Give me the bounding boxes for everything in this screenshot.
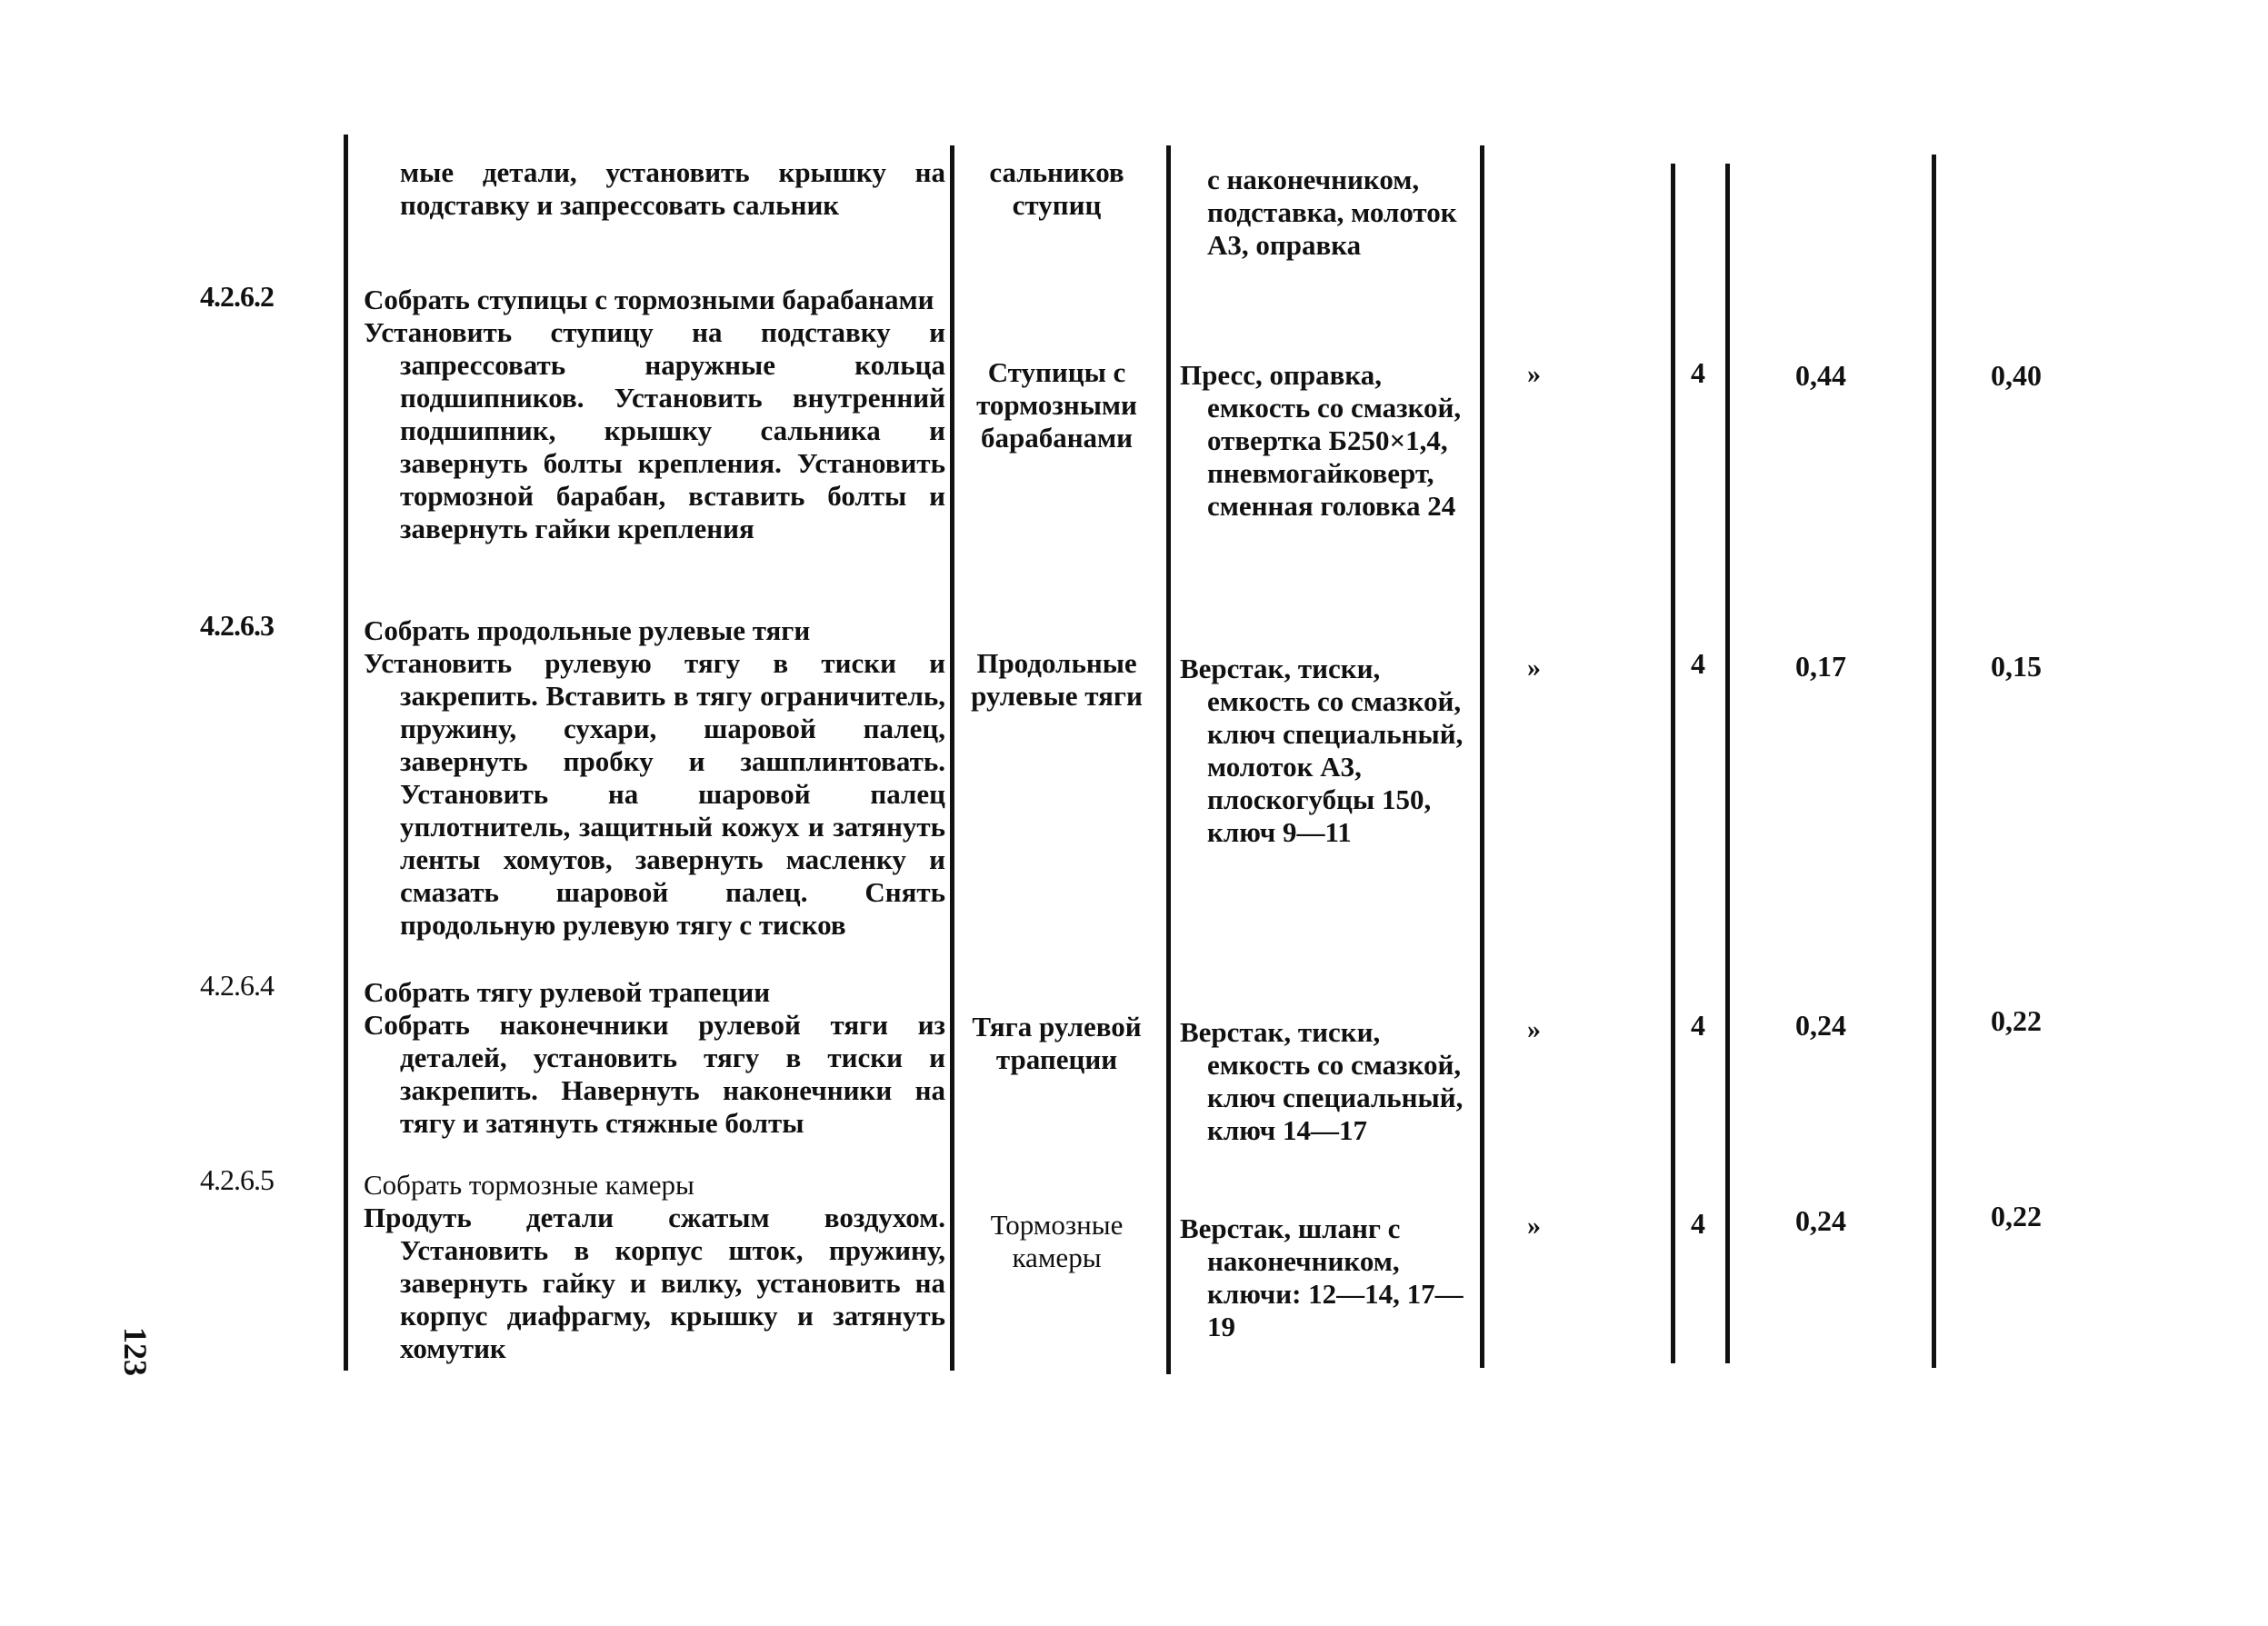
row-4-norm2: 0,22 — [1991, 1200, 2042, 1232]
column-rule-norm-mid — [1932, 155, 1936, 1368]
row-2-description — [364, 614, 945, 942]
row-2-tools-text: Верстак, тиски, емкость со смазкой, ключ специальный, молоток А3, плоскогубцы 150, ключ 9—11 — [1180, 653, 1464, 848]
column-rule-obj-right — [1166, 145, 1171, 1374]
row-1-tools — [1180, 359, 1471, 523]
row-4-title: Собрать тормозные камеры — [364, 1169, 694, 1201]
row-4-tools-text: Верстак, шланг с наконечником, ключи: 12—14, 17—19 — [1180, 1212, 1464, 1342]
row-3-tools — [1180, 1016, 1471, 1147]
page-number: 123 — [117, 1327, 154, 1376]
row-4-object: Тормозные камеры — [990, 1209, 1124, 1273]
row-3-tools-text: Верстак, тиски, емкость со смазкой, ключ специальный, ключ 14—17 — [1180, 1016, 1464, 1146]
row-1-title: Собрать ступицы с тормозными барабанами — [364, 284, 934, 315]
row-1-description — [364, 284, 945, 545]
row-3-number: 4.2.6.4 — [200, 969, 274, 1002]
column-rule-left — [344, 135, 348, 1371]
row-4-mark: » — [1527, 1211, 1541, 1241]
row-3-norm1: 0,24 — [1795, 1009, 1846, 1042]
row-4-number: 4.2.6.5 — [200, 1163, 274, 1196]
row-1-body: Установить ступицу на подставку и запрессовать наружные кольца подшипников. Установить внутренний подшипник, крышку сальника и завернуть болты крепления. Установить тормозной барабан, вставить болты и завернуть гайки крепления — [364, 316, 945, 544]
row-1-norm1: 0,44 — [1795, 359, 1846, 392]
row-2-norm1: 0,17 — [1795, 650, 1846, 683]
column-rule-tool-right — [1480, 145, 1484, 1368]
row-4-description — [364, 1169, 945, 1365]
row-0-object: сальников ступиц — [989, 156, 1124, 221]
row-1-norm2: 0,40 — [1991, 359, 2042, 392]
row-0-tools-text: с наконечником, подставка, молоток А3, оправка — [1207, 164, 1457, 261]
row-2-number: 4.2.6.3 — [200, 609, 274, 642]
row-3-object: Тяга рулевой трапеции — [972, 1011, 1142, 1075]
column-rule-cat-left — [1725, 164, 1730, 1363]
row-1-object: Ступицы с тормозными барабанами — [976, 356, 1137, 454]
column-rule-mark-right — [1671, 164, 1675, 1363]
row-3-body: Собрать наконечники рулевой тяги из деталей, установить тягу в тиски и закрепить. Навернуть наконечники на тягу и затянуть стяжные болты — [364, 1009, 945, 1139]
row-4-category: 4 — [1691, 1207, 1705, 1240]
row-0-tools — [1180, 164, 1471, 262]
row-2-body: Установить рулевую тягу в тиски и закрепить. Вставить в тягу ограничитель, пружину, сухари, шаровой палец, завернуть пробку и зашплинтовать. Установить на шаровой палец уплотнитель, защитный кожух и затянуть ленты хомутов, завернуть масленку и смазать шаровой палец. Снять продольную рулевую тягу с тисков — [364, 647, 945, 941]
row-2-title: Собрать продольные рулевые тяги — [364, 614, 811, 646]
row-2-object: Продольные рулевые тяги — [971, 647, 1143, 712]
row-3-title: Собрать тягу рулевой трапеции — [364, 976, 771, 1008]
row-1-tools-text: Пресс, оправка, емкость со смазкой, отвертка Б250×1,4, пневмогайковерт, сменная головка 24 — [1180, 359, 1462, 522]
column-rule-desc-right — [950, 145, 954, 1371]
row-2-tools — [1180, 653, 1471, 849]
row-1-category: 4 — [1691, 356, 1705, 389]
row-1-number: 4.2.6.2 — [200, 280, 274, 313]
row-0-description — [364, 156, 945, 222]
row-2-mark: » — [1527, 653, 1541, 683]
row-4-body: Продуть детали сжатым воздухом. Установить в корпус шток, пружину, завернуть гайку и вилку, установить на корпус диафрагму, крышку и затянуть хомутик — [364, 1202, 945, 1364]
row-2-norm2: 0,15 — [1991, 650, 2042, 683]
row-1-mark: » — [1527, 359, 1541, 389]
row-3-category: 4 — [1691, 1009, 1705, 1042]
row-2-category: 4 — [1691, 647, 1705, 680]
row-4-norm1: 0,24 — [1795, 1204, 1846, 1237]
row-3-norm2: 0,22 — [1991, 1004, 2042, 1037]
row-0-body: мые детали, установить крышку на подставку и запрессовать сальник — [400, 156, 945, 221]
row-3-description — [364, 976, 945, 1140]
row-4-tools — [1180, 1212, 1471, 1343]
row-3-mark: » — [1527, 1014, 1541, 1044]
